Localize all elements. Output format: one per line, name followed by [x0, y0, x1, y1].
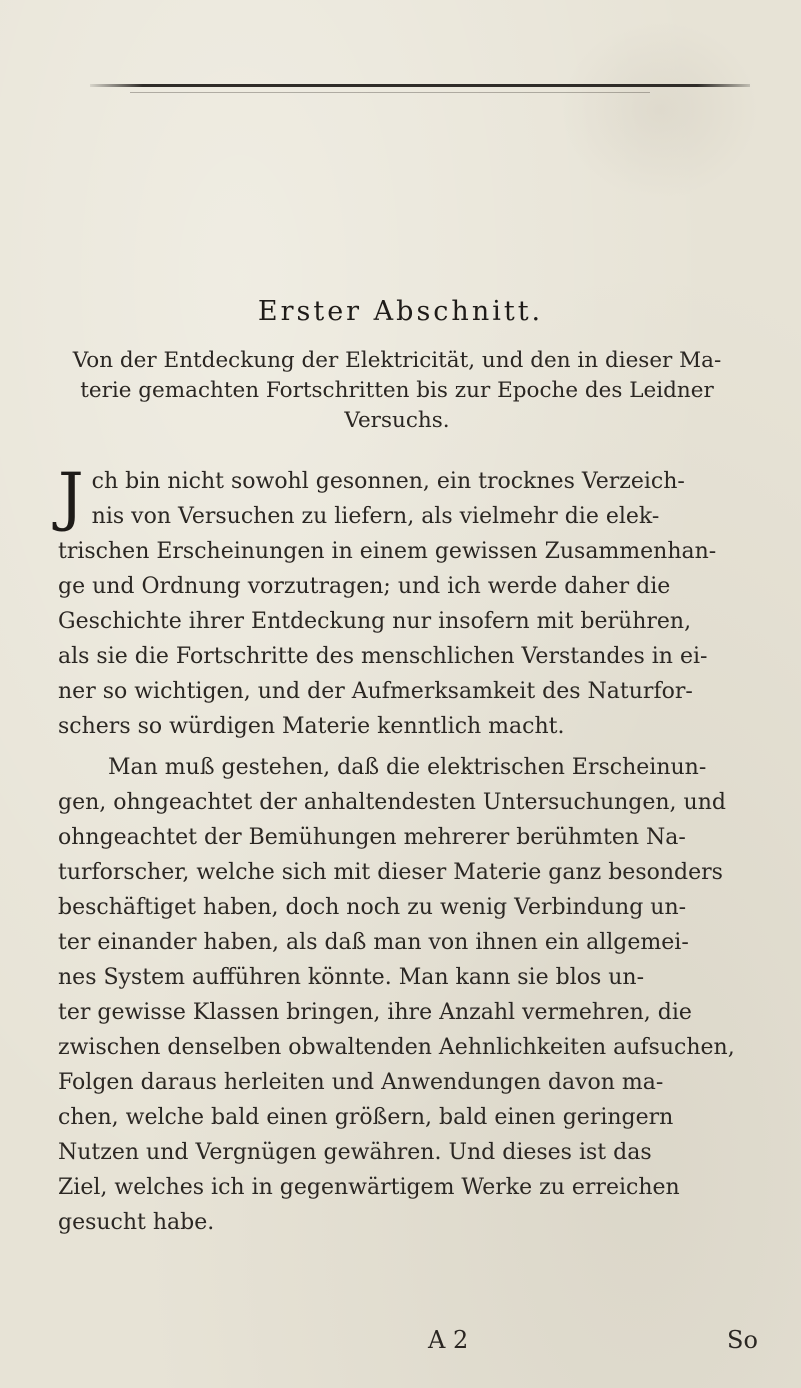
- text-line: nes System aufführen könnte. Man kann sie blos un-: [58, 965, 645, 990]
- text-line: Ziel, welches ich in gegenwärtigem Werke zu erreichen: [58, 1175, 680, 1200]
- text-line: ohngeachtet der Bemühungen mehrerer berühmten Na-: [58, 825, 686, 850]
- text-line: ch bin nicht sowohl gesonnen, ein trocknes Verzeich-: [91, 469, 685, 494]
- top-rule: [90, 84, 750, 87]
- paper-stain: [560, 20, 760, 200]
- drop-capital: J: [58, 460, 84, 534]
- text-line: ter einander haben, als daß man von ihnen ein allgemei-: [58, 930, 689, 955]
- body-text: [58, 460, 770, 1240]
- top-rule-thin: [130, 92, 650, 93]
- text-line: zwischen denselben obwaltenden Aehnlichkeiten aufsuchen,: [58, 1035, 735, 1060]
- text-line: Geschichte ihrer Entdeckung nur insofern mit berühren,: [58, 609, 692, 634]
- subtitle-line: terie gemachten Fortschritten bis zur Epoche des Leidner: [80, 378, 714, 403]
- text-line: trischen Erscheinungen in einem gewissen Zusammenhan-: [58, 539, 717, 564]
- text-line: als sie die Fortschritte des menschlichen Verstandes in ei-: [58, 644, 708, 669]
- text-line: ge und Ordnung vorzutragen; und ich werde daher die: [58, 574, 671, 599]
- paragraph-2: [58, 750, 770, 1240]
- paragraph-1: [58, 460, 770, 744]
- text-line: turforscher, welche sich mit dieser Materie ganz besonders: [58, 860, 723, 885]
- subtitle-line: Von der Entdeckung der Elektricität, und den in dieser Ma-: [72, 348, 722, 373]
- signature-mark: A 2: [428, 1326, 469, 1354]
- section-heading: Erster Abschnitt.: [257, 296, 544, 327]
- text-line: gen, ohngeachtet der anhaltendesten Untersuchungen, und: [58, 790, 726, 815]
- text-line: ter gewisse Klassen bringen, ihre Anzahl vermehren, die: [58, 1000, 692, 1025]
- catchword: So: [727, 1326, 758, 1354]
- text-line: chen, welche bald einen größern, bald einen geringern: [58, 1105, 674, 1130]
- text-line: Folgen daraus herleiten und Anwendungen davon ma-: [58, 1070, 664, 1095]
- text-line: Nutzen und Vergnügen gewähren. Und dieses ist das: [58, 1140, 652, 1165]
- text-line: Man muß gestehen, daß die elektrischen Erscheinun-: [108, 755, 707, 780]
- text-line: schers so würdigen Materie kenntlich macht.: [58, 714, 565, 739]
- text-line: beschäftiget haben, doch noch zu wenig Verbindung un-: [58, 895, 687, 920]
- text-line: ner so wichtigen, und der Aufmerksamkeit des Naturfor-: [58, 679, 693, 704]
- section-subtitle: [52, 346, 742, 436]
- text-line: nis von Versuchen zu liefern, als vielmehr die elek-: [91, 504, 660, 529]
- subtitle-line: Versuchs.: [344, 408, 450, 433]
- text-line: gesucht habe.: [58, 1210, 215, 1235]
- page-footer: [0, 1326, 801, 1366]
